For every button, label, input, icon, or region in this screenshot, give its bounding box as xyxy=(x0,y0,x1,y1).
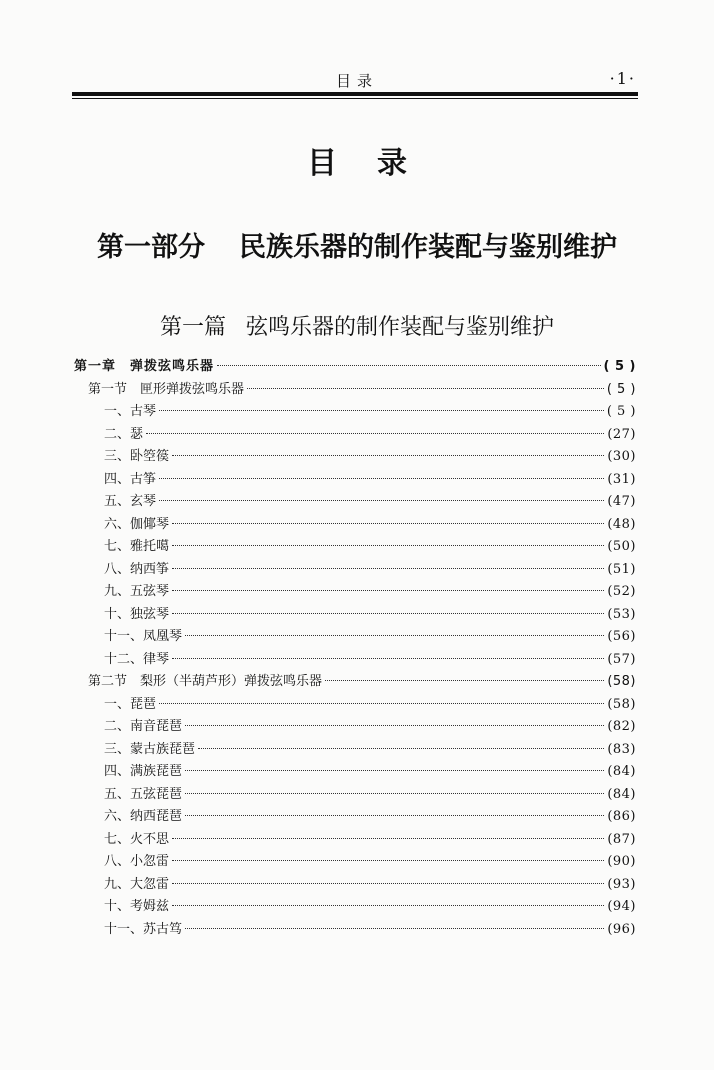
toc-entry-page: (52) xyxy=(607,584,636,599)
toc-entry-label: 第一章 弹拨弦鸣乐器 xyxy=(74,359,215,374)
dot-leader xyxy=(325,680,604,681)
toc-entry-item[interactable] xyxy=(74,851,636,874)
toc-entry-item[interactable] xyxy=(74,446,636,469)
toc-entry-item[interactable] xyxy=(74,514,636,537)
toc-entry-item[interactable] xyxy=(74,716,636,739)
dot-leader xyxy=(159,410,604,411)
toc-entry-page: ( 5 ) xyxy=(606,404,636,419)
toc-entry-item[interactable] xyxy=(74,469,636,492)
toc-entry-item[interactable] xyxy=(74,424,636,447)
toc-entry-page: ( 5 ) xyxy=(606,381,636,397)
toc-entry-page: (90) xyxy=(607,854,636,869)
toc-entry-page: (47) xyxy=(607,494,636,509)
dot-leader xyxy=(185,770,604,771)
header-rule-thin xyxy=(72,98,638,99)
part-name: 民族乐器的制作装配与鉴别维护 xyxy=(239,232,617,263)
dot-leader xyxy=(172,860,604,861)
toc-entry-page: (93) xyxy=(607,876,636,892)
toc-entry-item[interactable] xyxy=(74,874,636,897)
toc-entry-page: (58) xyxy=(607,674,636,689)
dot-leader xyxy=(185,928,604,929)
section-name: 弦鸣乐器的制作装配与鉴别维护 xyxy=(246,315,555,340)
toc-entry-label: 十二、律琴 xyxy=(104,651,170,667)
toc-entry-page: (27) xyxy=(607,426,636,442)
toc-entry-page: (96) xyxy=(607,921,636,937)
toc-entry-label: 十、考姆兹 xyxy=(104,899,170,914)
dot-leader xyxy=(217,365,601,366)
toc-entry-label: 三、蒙古族琵琶 xyxy=(104,741,196,757)
toc-entry-item[interactable] xyxy=(74,559,636,582)
dot-leader xyxy=(172,568,604,569)
toc-entry-label: 九、大忽雷 xyxy=(104,876,170,892)
toc-entry-label: 四、古筝 xyxy=(104,471,157,487)
toc-entry-item[interactable] xyxy=(74,604,636,627)
dot-leader xyxy=(198,748,604,749)
toc-entry-item[interactable] xyxy=(74,401,636,424)
toc-entry-label: 一、古琴 xyxy=(104,404,157,419)
section-heading xyxy=(0,310,714,341)
toc-entry-label: 十、独弦琴 xyxy=(104,606,170,622)
toc-title: 目录 xyxy=(307,146,447,181)
dot-leader xyxy=(185,793,604,794)
toc-entry-item[interactable] xyxy=(74,761,636,784)
toc-entry-item[interactable] xyxy=(74,896,636,919)
toc-entry-page: (31) xyxy=(607,471,636,487)
toc-entry-label: 七、火不思 xyxy=(104,831,170,847)
toc-entry-page: (48) xyxy=(607,516,636,532)
toc-entry-item[interactable] xyxy=(74,806,636,829)
dot-leader xyxy=(172,523,604,524)
toc-entry-item[interactable] xyxy=(74,694,636,717)
dot-leader xyxy=(172,545,604,546)
toc-entry-page: (84) xyxy=(607,786,636,802)
toc-entry-item[interactable] xyxy=(74,536,636,559)
dot-leader xyxy=(172,838,604,839)
dot-leader xyxy=(159,478,604,479)
toc-entry-page: (82) xyxy=(607,719,636,734)
toc-entry-label: 六、伽倻琴 xyxy=(104,516,170,532)
dot-leader xyxy=(172,905,604,906)
running-header-title: 目录 xyxy=(335,72,378,90)
dot-leader xyxy=(172,590,604,591)
toc-entry-page: (58) xyxy=(607,696,636,712)
running-header-page-number: ·1· xyxy=(609,69,636,88)
toc-entry-page: (84) xyxy=(607,764,636,779)
dot-leader xyxy=(185,635,604,636)
toc-entry-label: 六、纳西琵琶 xyxy=(104,809,183,824)
dot-leader xyxy=(172,883,604,884)
toc-entry-page: (57) xyxy=(607,651,636,667)
part-number: 第一部分 xyxy=(97,232,205,263)
toc-entry-label: 四、满族琵琶 xyxy=(104,764,183,779)
toc-entry-label: 十一、苏古笃 xyxy=(104,921,183,937)
toc-entry-label: 十一、凤凰琴 xyxy=(104,629,183,644)
toc-entry-label: 八、小忽雷 xyxy=(104,854,170,869)
toc-entry-page: ( 5 ) xyxy=(603,359,636,374)
toc-entry-sec[interactable] xyxy=(74,671,636,694)
toc-entry-label: 五、五弦琵琶 xyxy=(104,786,183,802)
toc-entry-page: (51) xyxy=(607,561,636,577)
toc-entry-chapter[interactable] xyxy=(74,356,636,379)
toc-entry-item[interactable] xyxy=(74,649,636,672)
toc-entry-sec[interactable] xyxy=(74,379,636,402)
toc-entry-page: (56) xyxy=(607,629,636,644)
toc-entry-page: (83) xyxy=(607,741,636,757)
toc-entry-item[interactable] xyxy=(74,581,636,604)
dot-leader xyxy=(172,455,604,456)
dot-leader xyxy=(185,725,604,726)
dot-leader xyxy=(172,658,604,659)
toc-entry-page: (30) xyxy=(607,449,636,464)
toc-list xyxy=(74,356,636,941)
toc-entry-page: (50) xyxy=(607,539,636,554)
toc-entry-item[interactable] xyxy=(74,626,636,649)
toc-entry-page: (94) xyxy=(607,899,636,914)
toc-entry-page: (53) xyxy=(607,606,636,622)
toc-entry-label: 八、纳西筝 xyxy=(104,561,170,577)
toc-entry-label: 第二节 梨形（半葫芦形）弹拨弦鸣乐器 xyxy=(88,674,323,689)
toc-entry-item[interactable] xyxy=(74,829,636,852)
toc-entry-label: 三、卧箜篌 xyxy=(104,449,170,464)
toc-entry-label: 二、南音琵琶 xyxy=(104,719,183,734)
toc-entry-item[interactable] xyxy=(74,784,636,807)
part-heading xyxy=(0,225,714,264)
toc-entry-label: 一、琵琶 xyxy=(104,696,157,712)
dot-leader xyxy=(172,613,604,614)
toc-entry-label: 二、瑟 xyxy=(104,426,144,442)
dot-leader xyxy=(185,815,604,816)
toc-entry-page: (86) xyxy=(607,809,636,824)
toc-entry-label: 五、玄琴 xyxy=(104,494,157,509)
toc-entry-label: 第一节 匣形弹拨弦鸣乐器 xyxy=(88,381,245,397)
header-rule-thick xyxy=(72,92,638,96)
dot-leader xyxy=(146,433,604,434)
section-number: 第一篇 xyxy=(159,315,226,340)
toc-entry-item[interactable] xyxy=(74,491,636,514)
dot-leader xyxy=(159,500,604,501)
toc-entry-item[interactable] xyxy=(74,919,636,942)
toc-entry-label: 九、五弦琴 xyxy=(104,584,170,599)
toc-entry-label: 七、雅托噶 xyxy=(104,539,170,554)
dot-leader xyxy=(159,703,604,704)
toc-entry-item[interactable] xyxy=(74,739,636,762)
dot-leader xyxy=(247,388,604,389)
toc-entry-page: (87) xyxy=(607,831,636,847)
